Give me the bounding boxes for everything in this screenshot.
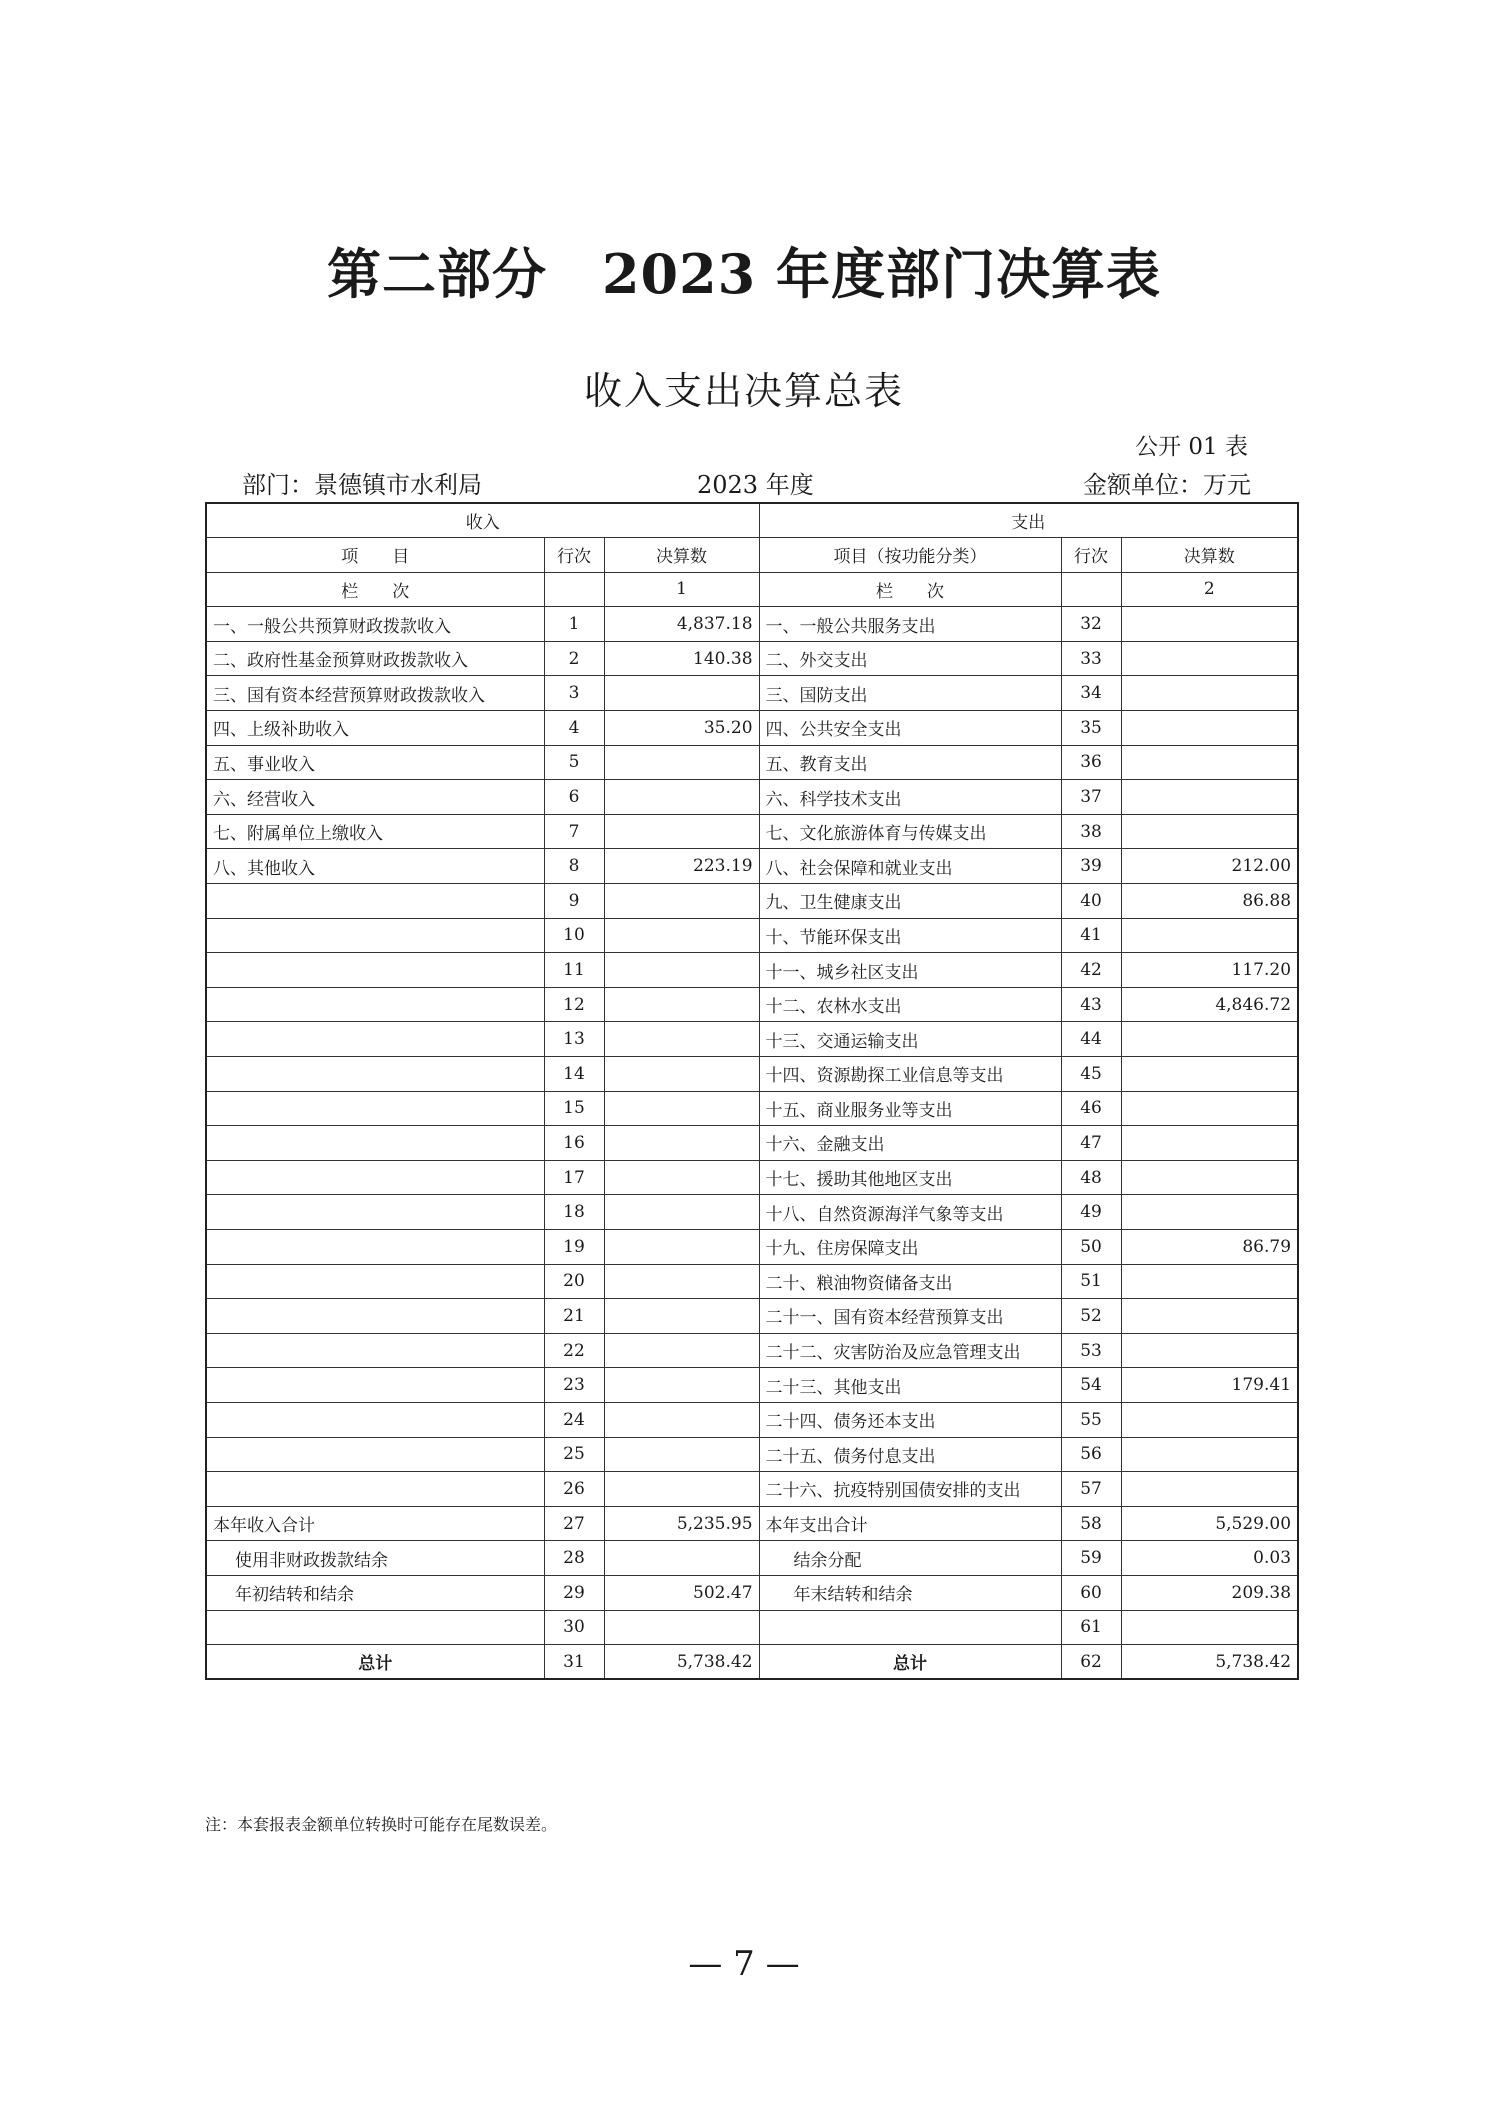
table-row	[206, 918, 1298, 953]
expense-item: 结余分配	[759, 1541, 1061, 1576]
income-amount	[604, 1472, 759, 1507]
income-item: 四、上级补助收入	[206, 711, 544, 746]
income-line: 25	[544, 1437, 604, 1472]
expense-item: 二十一、国有资本经营预算支出	[759, 1299, 1061, 1334]
income-amount	[604, 1402, 759, 1437]
income-item: 七、附属单位上缴收入	[206, 814, 544, 849]
income-item: 三、国有资本经营预算财政拨款收入	[206, 676, 544, 711]
expense-amount: 117.20	[1121, 953, 1298, 988]
income-item-header: 项 目	[206, 538, 544, 573]
income-amount	[604, 1160, 759, 1195]
income-column-label: 栏 次	[206, 572, 544, 607]
income-line: 21	[544, 1299, 604, 1334]
expense-line: 62	[1061, 1645, 1121, 1680]
income-line-index	[544, 572, 604, 607]
expense-amount	[1121, 711, 1298, 746]
income-line: 20	[544, 1264, 604, 1299]
expense-amount: 86.88	[1121, 884, 1298, 919]
income-item: 使用非财政拨款结余	[206, 1541, 544, 1576]
income-amount	[604, 1610, 759, 1645]
expense-item: 六、科学技术支出	[759, 780, 1061, 815]
table-row	[206, 641, 1298, 676]
expense-line: 50	[1061, 1229, 1121, 1264]
expense-item: 十五、商业服务业等支出	[759, 1091, 1061, 1126]
table-row	[206, 1195, 1298, 1230]
income-item	[206, 1472, 544, 1507]
table-row	[206, 1022, 1298, 1057]
expense-amount: 86.79	[1121, 1229, 1298, 1264]
expense-line: 43	[1061, 987, 1121, 1022]
income-item	[206, 1610, 544, 1645]
expense-line: 61	[1061, 1610, 1121, 1645]
income-item	[206, 1126, 544, 1161]
income-amount	[604, 1437, 759, 1472]
table-row	[206, 1160, 1298, 1195]
expense-amount: 179.41	[1121, 1368, 1298, 1403]
table-row	[206, 1299, 1298, 1334]
income-amount	[604, 884, 759, 919]
income-amount: 5,235.95	[604, 1506, 759, 1541]
income-line: 30	[544, 1610, 604, 1645]
expense-item: 十三、交通运输支出	[759, 1022, 1061, 1057]
expense-item: 十二、农林水支出	[759, 987, 1061, 1022]
expense-line: 32	[1061, 607, 1121, 642]
expense-line: 36	[1061, 745, 1121, 780]
income-amount	[604, 1057, 759, 1092]
income-amount	[604, 1229, 759, 1264]
table-row	[206, 1437, 1298, 1472]
income-line: 11	[544, 953, 604, 988]
expense-item-header: 项目（按功能分类）	[759, 538, 1061, 573]
expense-item: 十、节能环保支出	[759, 918, 1061, 953]
expense-line: 41	[1061, 918, 1121, 953]
income-item: 二、政府性基金预算财政拨款收入	[206, 641, 544, 676]
income-item	[206, 987, 544, 1022]
income-amount	[604, 987, 759, 1022]
year-label: 2023 年度	[697, 471, 814, 499]
table-row	[206, 780, 1298, 815]
income-amount	[604, 1333, 759, 1368]
expense-amount	[1121, 1126, 1298, 1161]
footnote: 注：本套报表金额单位转换时可能存在尾数误差。	[205, 1815, 558, 1834]
total-row	[206, 1645, 1298, 1680]
expense-line: 49	[1061, 1195, 1121, 1230]
expense-line: 58	[1061, 1506, 1121, 1541]
income-line-header: 行次	[544, 538, 604, 573]
expense-line: 53	[1061, 1333, 1121, 1368]
expense-amount: 209.38	[1121, 1575, 1298, 1610]
income-item: 年初结转和结余	[206, 1575, 544, 1610]
income-item: 八、其他收入	[206, 849, 544, 884]
table-row	[206, 1402, 1298, 1437]
income-amount	[604, 745, 759, 780]
income-line: 12	[544, 987, 604, 1022]
expense-item: 十一、城乡社区支出	[759, 953, 1061, 988]
income-item	[206, 1160, 544, 1195]
income-amount	[604, 780, 759, 815]
income-amount	[604, 1299, 759, 1334]
expense-amount: 5,738.42	[1121, 1645, 1298, 1680]
expense-item: 二十、粮油物资储备支出	[759, 1264, 1061, 1299]
expense-amount: 212.00	[1121, 849, 1298, 884]
income-header: 收入	[206, 503, 759, 538]
expense-line: 47	[1061, 1126, 1121, 1161]
expense-line: 33	[1061, 641, 1121, 676]
expense-item: 二、外交支出	[759, 641, 1061, 676]
income-item	[206, 918, 544, 953]
income-item: 一、一般公共预算财政拨款收入	[206, 607, 544, 642]
income-item	[206, 1368, 544, 1403]
expense-amount	[1121, 1333, 1298, 1368]
expense-amount-header: 决算数	[1121, 538, 1298, 573]
expense-line: 59	[1061, 1541, 1121, 1576]
income-amount	[604, 1022, 759, 1057]
income-item	[206, 1437, 544, 1472]
expense-item: 二十五、债务付息支出	[759, 1437, 1061, 1472]
income-item	[206, 1195, 544, 1230]
expense-item: 二十四、债务还本支出	[759, 1402, 1061, 1437]
income-amount: 502.47	[604, 1575, 759, 1610]
income-amount	[604, 1091, 759, 1126]
income-line: 4	[544, 711, 604, 746]
income-amount	[604, 676, 759, 711]
income-amount	[604, 1264, 759, 1299]
income-line: 2	[544, 641, 604, 676]
income-line: 5	[544, 745, 604, 780]
expense-item: 十九、住房保障支出	[759, 1229, 1061, 1264]
table-row	[206, 676, 1298, 711]
expense-line-header: 行次	[1061, 538, 1121, 573]
income-line: 16	[544, 1126, 604, 1161]
income-item	[206, 1229, 544, 1264]
income-item	[206, 1402, 544, 1437]
table-title: 收入支出决算总表	[583, 369, 904, 413]
income-amount: 223.19	[604, 849, 759, 884]
income-line: 6	[544, 780, 604, 815]
form-number: 公开 01 表	[1135, 434, 1248, 460]
income-line: 14	[544, 1057, 604, 1092]
expense-line: 51	[1061, 1264, 1121, 1299]
expense-amount	[1121, 745, 1298, 780]
expense-line: 52	[1061, 1299, 1121, 1334]
expense-line: 38	[1061, 814, 1121, 849]
expense-item: 十四、资源勘探工业信息等支出	[759, 1057, 1061, 1092]
table-row	[206, 1368, 1298, 1403]
expense-amount	[1121, 1299, 1298, 1334]
income-amount	[604, 918, 759, 953]
expense-amount	[1121, 1195, 1298, 1230]
income-line: 9	[544, 884, 604, 919]
table-row	[206, 814, 1298, 849]
income-item	[206, 1091, 544, 1126]
expense-line: 56	[1061, 1437, 1121, 1472]
expense-line: 45	[1061, 1057, 1121, 1092]
expense-line: 37	[1061, 780, 1121, 815]
income-line: 24	[544, 1402, 604, 1437]
income-amount	[604, 814, 759, 849]
table-row	[206, 1229, 1298, 1264]
income-amount	[604, 1126, 759, 1161]
expense-item: 八、社会保障和就业支出	[759, 849, 1061, 884]
expense-amount	[1121, 641, 1298, 676]
income-line: 29	[544, 1575, 604, 1610]
expense-item: 十六、金融支出	[759, 1126, 1061, 1161]
expense-amount	[1121, 1091, 1298, 1126]
header-row-index	[206, 572, 1298, 607]
income-amount	[604, 1541, 759, 1576]
income-line: 18	[544, 1195, 604, 1230]
expense-amount	[1121, 1264, 1298, 1299]
expense-line: 46	[1061, 1091, 1121, 1126]
income-item	[206, 884, 544, 919]
table-row	[206, 849, 1298, 884]
summary-row	[206, 1506, 1298, 1541]
income-line: 22	[544, 1333, 604, 1368]
income-column-number: 1	[604, 572, 759, 607]
header-row-section	[206, 503, 1298, 538]
expense-item	[759, 1610, 1061, 1645]
income-item	[206, 1333, 544, 1368]
expense-item: 三、国防支出	[759, 676, 1061, 711]
income-amount	[604, 953, 759, 988]
income-line: 26	[544, 1472, 604, 1507]
expense-line: 55	[1061, 1402, 1121, 1437]
table-row	[206, 745, 1298, 780]
expense-line: 40	[1061, 884, 1121, 919]
expense-amount	[1121, 607, 1298, 642]
expense-amount: 0.03	[1121, 1541, 1298, 1576]
table-row	[206, 1057, 1298, 1092]
income-line: 19	[544, 1229, 604, 1264]
expense-line: 34	[1061, 676, 1121, 711]
expense-amount	[1121, 1472, 1298, 1507]
expense-header: 支出	[759, 503, 1298, 538]
expense-line: 48	[1061, 1160, 1121, 1195]
income-amount: 140.38	[604, 641, 759, 676]
expense-item: 本年支出合计	[759, 1506, 1061, 1541]
table-row	[206, 607, 1298, 642]
expense-column-number: 2	[1121, 572, 1298, 607]
header-row-columns	[206, 538, 1298, 573]
table-row	[206, 1126, 1298, 1161]
table-row	[206, 1091, 1298, 1126]
income-amount: 35.20	[604, 711, 759, 746]
expense-amount	[1121, 918, 1298, 953]
department-label: 部门：景德镇市水利局	[242, 471, 482, 499]
income-line: 17	[544, 1160, 604, 1195]
expense-item: 十七、援助其他地区支出	[759, 1160, 1061, 1195]
income-line: 27	[544, 1506, 604, 1541]
income-amount	[604, 1195, 759, 1230]
expense-item: 十八、自然资源海洋气象等支出	[759, 1195, 1061, 1230]
income-item	[206, 953, 544, 988]
unit-label: 金额单位：万元	[1083, 471, 1251, 499]
expense-item: 年末结转和结余	[759, 1575, 1061, 1610]
income-line: 10	[544, 918, 604, 953]
expense-item: 四、公共安全支出	[759, 711, 1061, 746]
expense-amount	[1121, 676, 1298, 711]
income-item: 总计	[206, 1645, 544, 1680]
table-row	[206, 1472, 1298, 1507]
expense-line-index	[1061, 572, 1121, 607]
income-line: 13	[544, 1022, 604, 1057]
income-line: 28	[544, 1541, 604, 1576]
expense-amount	[1121, 1437, 1298, 1472]
expense-line: 39	[1061, 849, 1121, 884]
expense-amount	[1121, 1022, 1298, 1057]
summary-row	[206, 1541, 1298, 1576]
expense-column-label: 栏 次	[759, 572, 1061, 607]
income-amount: 5,738.42	[604, 1645, 759, 1680]
income-line: 1	[544, 607, 604, 642]
expense-line: 42	[1061, 953, 1121, 988]
income-line: 15	[544, 1091, 604, 1126]
income-item: 五、事业收入	[206, 745, 544, 780]
expense-amount	[1121, 780, 1298, 815]
expense-line: 44	[1061, 1022, 1121, 1057]
expense-item: 七、文化旅游体育与传媒支出	[759, 814, 1061, 849]
expense-line: 60	[1061, 1575, 1121, 1610]
expense-item: 二十三、其他支出	[759, 1368, 1061, 1403]
income-amount-header: 决算数	[604, 538, 759, 573]
page-title: 第二部分 2023 年度部门决算表	[326, 242, 1162, 306]
income-item	[206, 1299, 544, 1334]
income-line: 7	[544, 814, 604, 849]
expense-amount	[1121, 1057, 1298, 1092]
expense-item: 一、一般公共服务支出	[759, 607, 1061, 642]
summary-row	[206, 1610, 1298, 1645]
expense-line: 54	[1061, 1368, 1121, 1403]
expense-item: 二十六、抗疫特别国债安排的支出	[759, 1472, 1061, 1507]
expense-amount: 5,529.00	[1121, 1506, 1298, 1541]
table-row	[206, 884, 1298, 919]
page-number: — 7 —	[688, 1944, 800, 1984]
expense-amount: 4,846.72	[1121, 987, 1298, 1022]
expense-amount	[1121, 1402, 1298, 1437]
income-line: 31	[544, 1645, 604, 1680]
table-row	[206, 953, 1298, 988]
summary-row	[206, 1575, 1298, 1610]
income-amount	[604, 1368, 759, 1403]
table-row	[206, 1264, 1298, 1299]
expense-amount	[1121, 814, 1298, 849]
income-expense-table	[205, 502, 1299, 1680]
table-row	[206, 1333, 1298, 1368]
expense-item: 总计	[759, 1645, 1061, 1680]
table-row	[206, 987, 1298, 1022]
income-item: 本年收入合计	[206, 1506, 544, 1541]
expense-amount	[1121, 1610, 1298, 1645]
expense-line: 35	[1061, 711, 1121, 746]
income-item	[206, 1022, 544, 1057]
income-item	[206, 1264, 544, 1299]
income-amount: 4,837.18	[604, 607, 759, 642]
income-line: 23	[544, 1368, 604, 1403]
income-item	[206, 1057, 544, 1092]
income-line: 8	[544, 849, 604, 884]
income-item: 六、经营收入	[206, 780, 544, 815]
expense-amount	[1121, 1160, 1298, 1195]
expense-item: 二十二、灾害防治及应急管理支出	[759, 1333, 1061, 1368]
expense-line: 57	[1061, 1472, 1121, 1507]
income-line: 3	[544, 676, 604, 711]
table-row	[206, 711, 1298, 746]
expense-item: 五、教育支出	[759, 745, 1061, 780]
expense-item: 九、卫生健康支出	[759, 884, 1061, 919]
